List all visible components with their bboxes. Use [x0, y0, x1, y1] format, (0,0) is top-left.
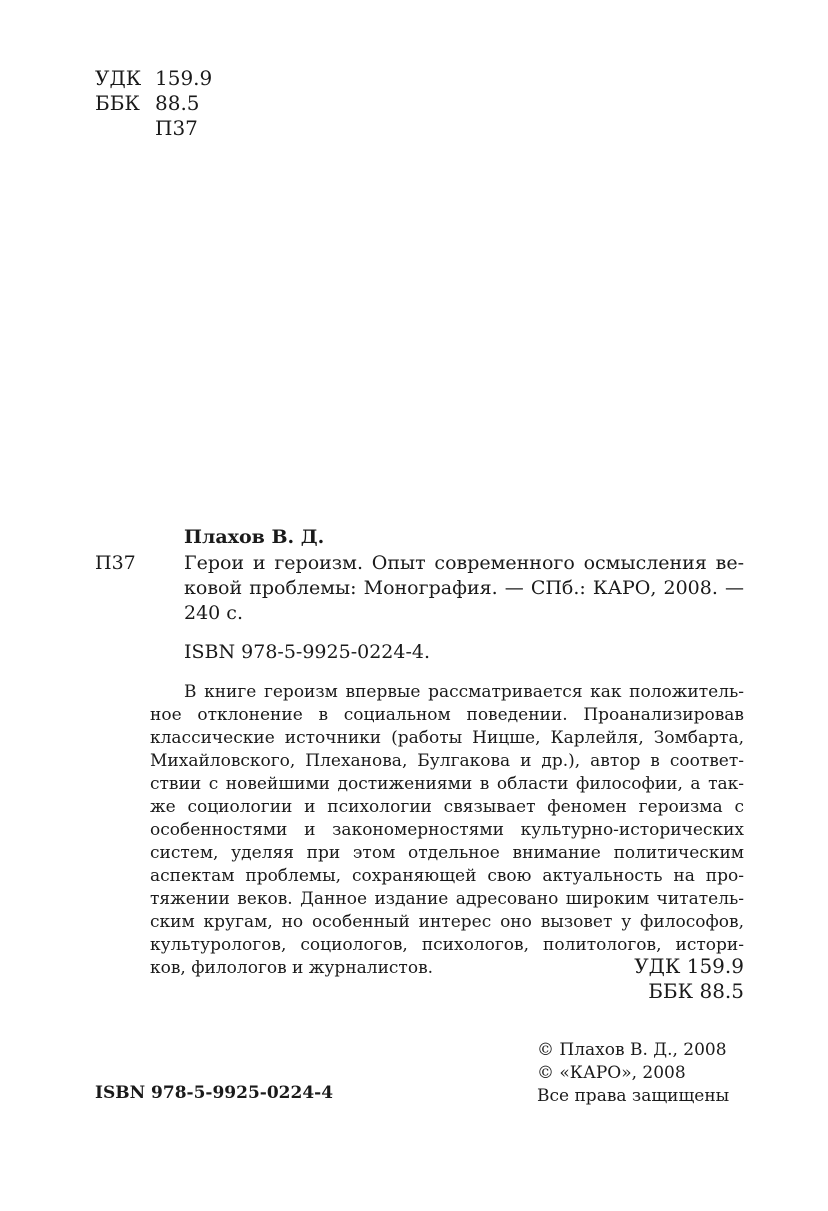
classification-bottom — [560, 954, 744, 1004]
abstract-line: ским кругам, но особенный интерес оно вызовет у философов, — [150, 912, 744, 932]
abstract-line: ствии с новейшими достижениями в области философии, а так- — [150, 774, 744, 794]
copyright-author: © Плахов В. Д., 2008 — [537, 1040, 727, 1060]
author-name: Плахов В. Д. — [184, 526, 325, 548]
udk-row — [95, 66, 212, 91]
title-line: Герои и героизм. Опыт современного осмысления ве- — [184, 552, 744, 574]
udk-label: УДК — [95, 66, 142, 90]
rights-reserved: Все права защищены — [537, 1086, 730, 1106]
abstract — [150, 681, 744, 980]
isbn-bottom: ISBN 978-5-9925-0224-4 — [95, 1083, 334, 1103]
abstract-line: систем, уделяя при этом отдельное внимание политическим — [150, 843, 744, 863]
card-author-sign: П37 — [95, 552, 136, 574]
bbk-row — [95, 91, 212, 116]
book-title-description — [184, 551, 744, 626]
udk-value: 159.9 — [155, 66, 213, 90]
author-sign-value: П37 — [155, 116, 198, 140]
abstract-line: ков, филологов и журналистов. — [150, 958, 434, 978]
abstract-line: тяжении веков. Данное издание адресовано широким читатель- — [150, 889, 744, 909]
abstract-line: культурологов, социологов, психологов, политологов, истори- — [150, 935, 744, 955]
card-isbn: ISBN 978-5-9925-0224-4. — [184, 641, 431, 663]
copyright-publisher: © «КАРО», 2008 — [537, 1063, 686, 1083]
author-sign-row — [95, 116, 212, 141]
title-line: ковой проблемы: Монография. — СПб.: КАРО, 2008. — — [184, 577, 744, 599]
bbk-label: ББК — [95, 91, 140, 115]
abstract-line: Михайловского, Плеханова, Булгакова и др.), автор в соответ- — [150, 751, 744, 771]
udk-bottom: УДК 159.9 — [634, 954, 744, 978]
abstract-line: В книге героизм впервые рассматривается как положитель- — [184, 682, 744, 702]
abstract-line: аспектам проблемы, сохраняющей свою актуальность на про- — [150, 866, 744, 886]
classification-top — [95, 66, 212, 141]
abstract-line: классические источники (работы Ницше, Карлейля, Зомбарта, — [150, 728, 744, 748]
abstract-line: же социологии и психологии связывает феномен героизма с — [150, 797, 744, 817]
title-line: 240 с. — [184, 602, 243, 624]
bbk-value: 88.5 — [155, 91, 200, 115]
copyright-block — [537, 1039, 729, 1108]
abstract-line: ное отклонение в социальном поведении. Проанализировав — [150, 705, 744, 725]
author-sign-label — [95, 116, 155, 141]
bbk-bottom: ББК 88.5 — [648, 979, 744, 1003]
abstract-line: особенностями и закономерностями культурно-исторических — [150, 820, 744, 840]
